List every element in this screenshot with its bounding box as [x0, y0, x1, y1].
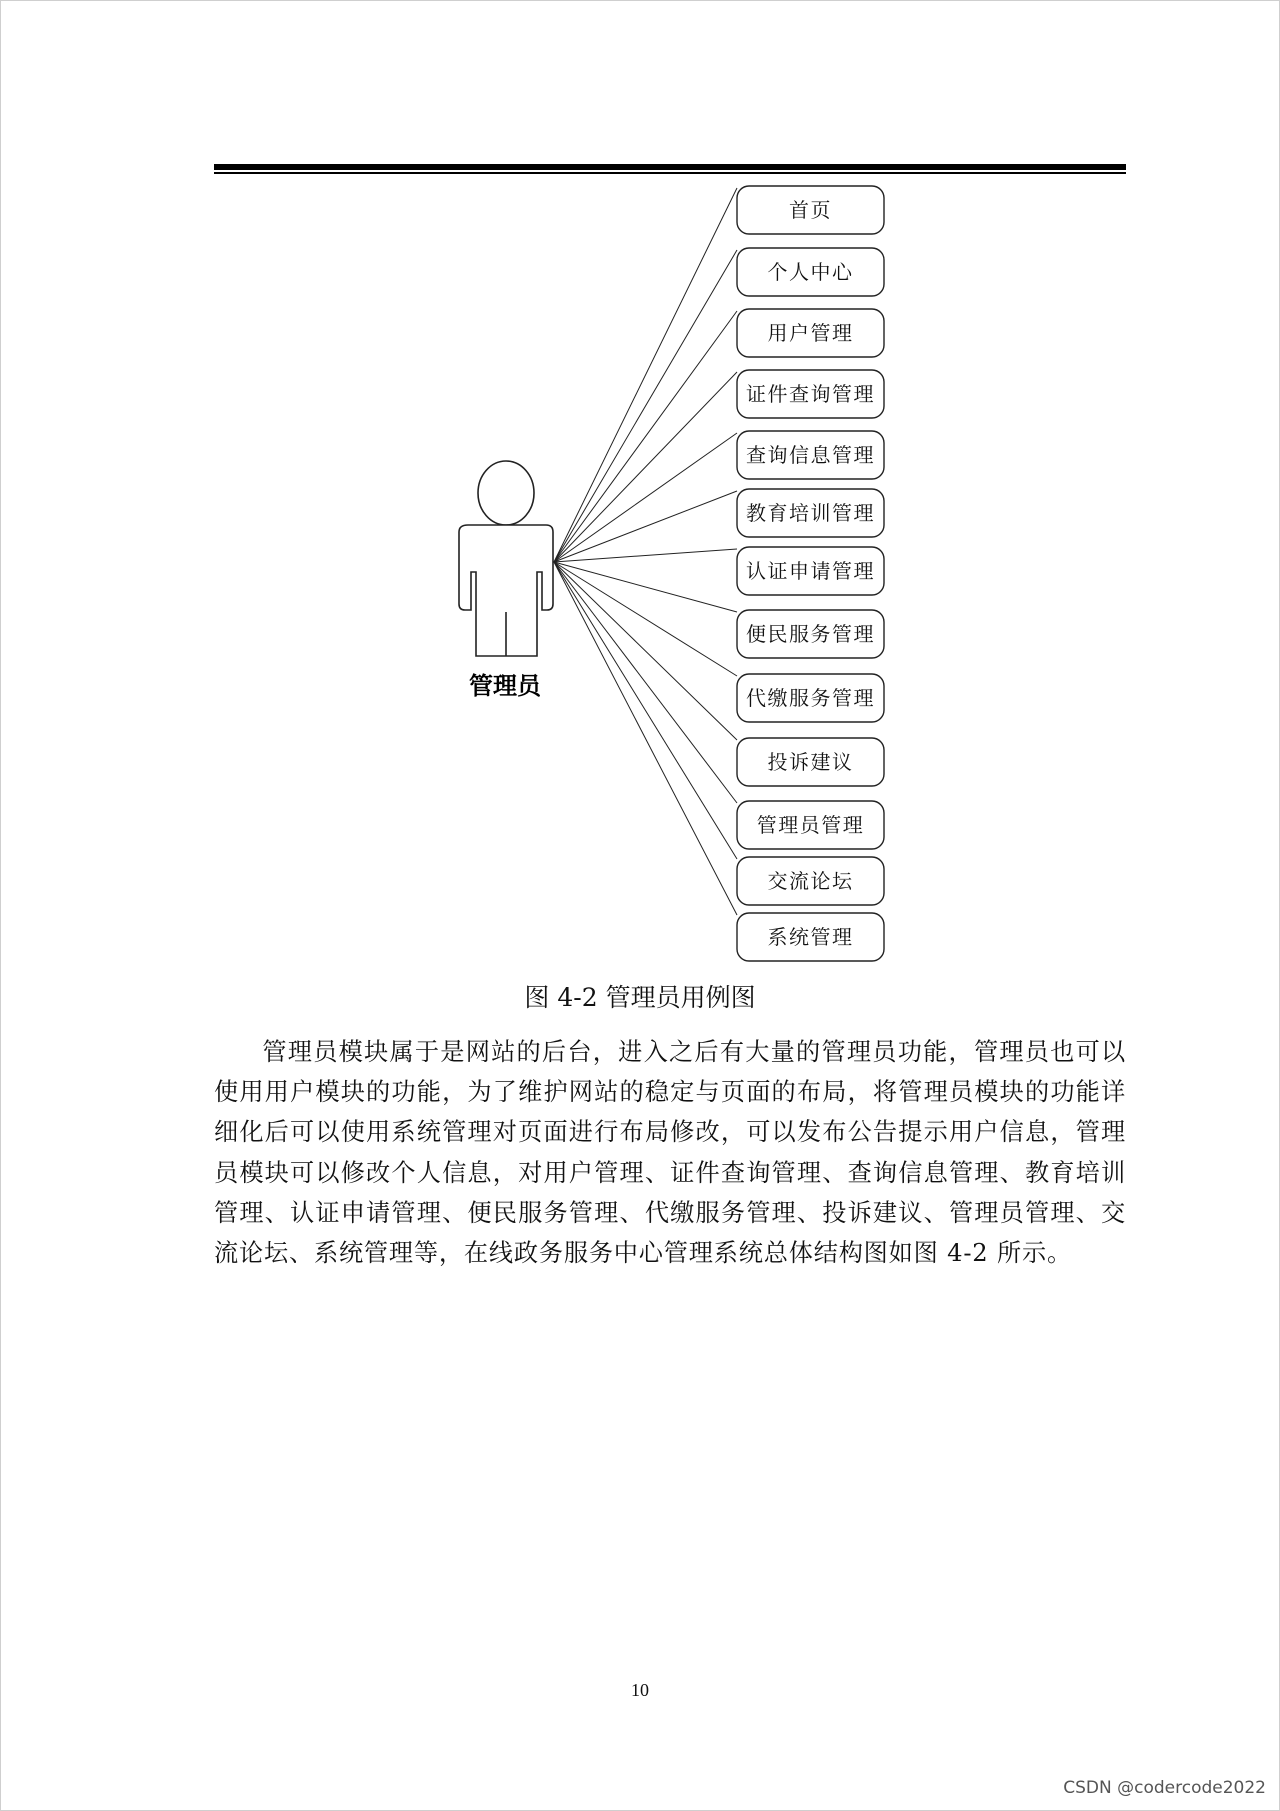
use-case-label: 代缴服务管理 — [746, 686, 875, 710]
association-line — [554, 188, 737, 562]
use-case-label: 管理员管理 — [756, 813, 865, 837]
association-lines — [554, 188, 737, 915]
actor-label: 管理员 — [469, 672, 541, 700]
use-case — [737, 370, 884, 418]
body-paragraph: 管理员模块属于是网站的后台，进入之后有大量的管理员功能，管理员也可以使用用户模块的功能，为了维护网站的稳定与页面的布局，将管理员模块的功能详细化后可以使用系统管理对页面进行布局修改，可以发布公告提示用户信息，管理员模块可以修改个人信息，对用户管理、证件查询管理、查询信息管理、教育培训管理、认证申请管理、便民服务管理、代缴服务管理、投诉建议、管理员管理、交流论坛、系统管理等，在线政务服务中心管理系统总体结构图如图 4-2 所示。 — [214, 1038, 1126, 1268]
use-case-label: 投诉建议 — [767, 750, 854, 774]
use-case-label: 系统管理 — [767, 925, 854, 949]
association-line — [554, 562, 737, 859]
use-case — [737, 248, 884, 296]
figure-caption: 图 4-2 管理员用例图 — [524, 983, 756, 1012]
use-case-label: 个人中心 — [767, 260, 854, 284]
association-line — [554, 562, 737, 915]
watermark: CSDN @codercode2022 — [1063, 1778, 1266, 1798]
use-case — [737, 801, 884, 849]
use-case-label: 用户管理 — [767, 321, 854, 345]
association-line — [554, 433, 737, 562]
use-case-label: 交流论坛 — [767, 869, 854, 893]
use-case — [737, 309, 884, 357]
use-case — [737, 547, 884, 595]
association-line — [554, 372, 737, 562]
actor-figure — [459, 461, 553, 700]
use-case-label: 便民服务管理 — [746, 622, 875, 646]
use-case — [737, 857, 884, 905]
use-case — [737, 186, 884, 234]
use-case-label: 教育培训管理 — [746, 501, 875, 525]
page-number: 10 — [631, 1680, 649, 1700]
use-case — [737, 913, 884, 961]
association-line — [554, 562, 737, 676]
association-line — [554, 311, 737, 562]
association-line — [554, 562, 737, 612]
use-case — [737, 674, 884, 722]
use-case — [737, 489, 884, 537]
use-case-label: 查询信息管理 — [746, 443, 875, 467]
use-case-label: 首页 — [789, 198, 832, 222]
body-text — [214, 1032, 1126, 1273]
use-case — [737, 431, 884, 479]
use-case-list — [737, 186, 884, 961]
use-case — [737, 738, 884, 786]
association-line — [554, 250, 737, 562]
use-case — [737, 610, 884, 658]
association-line — [554, 562, 737, 740]
use-case-label: 认证申请管理 — [746, 559, 875, 583]
association-line — [554, 562, 737, 803]
use-case-label: 证件查询管理 — [746, 382, 875, 406]
actor-head — [478, 461, 534, 525]
